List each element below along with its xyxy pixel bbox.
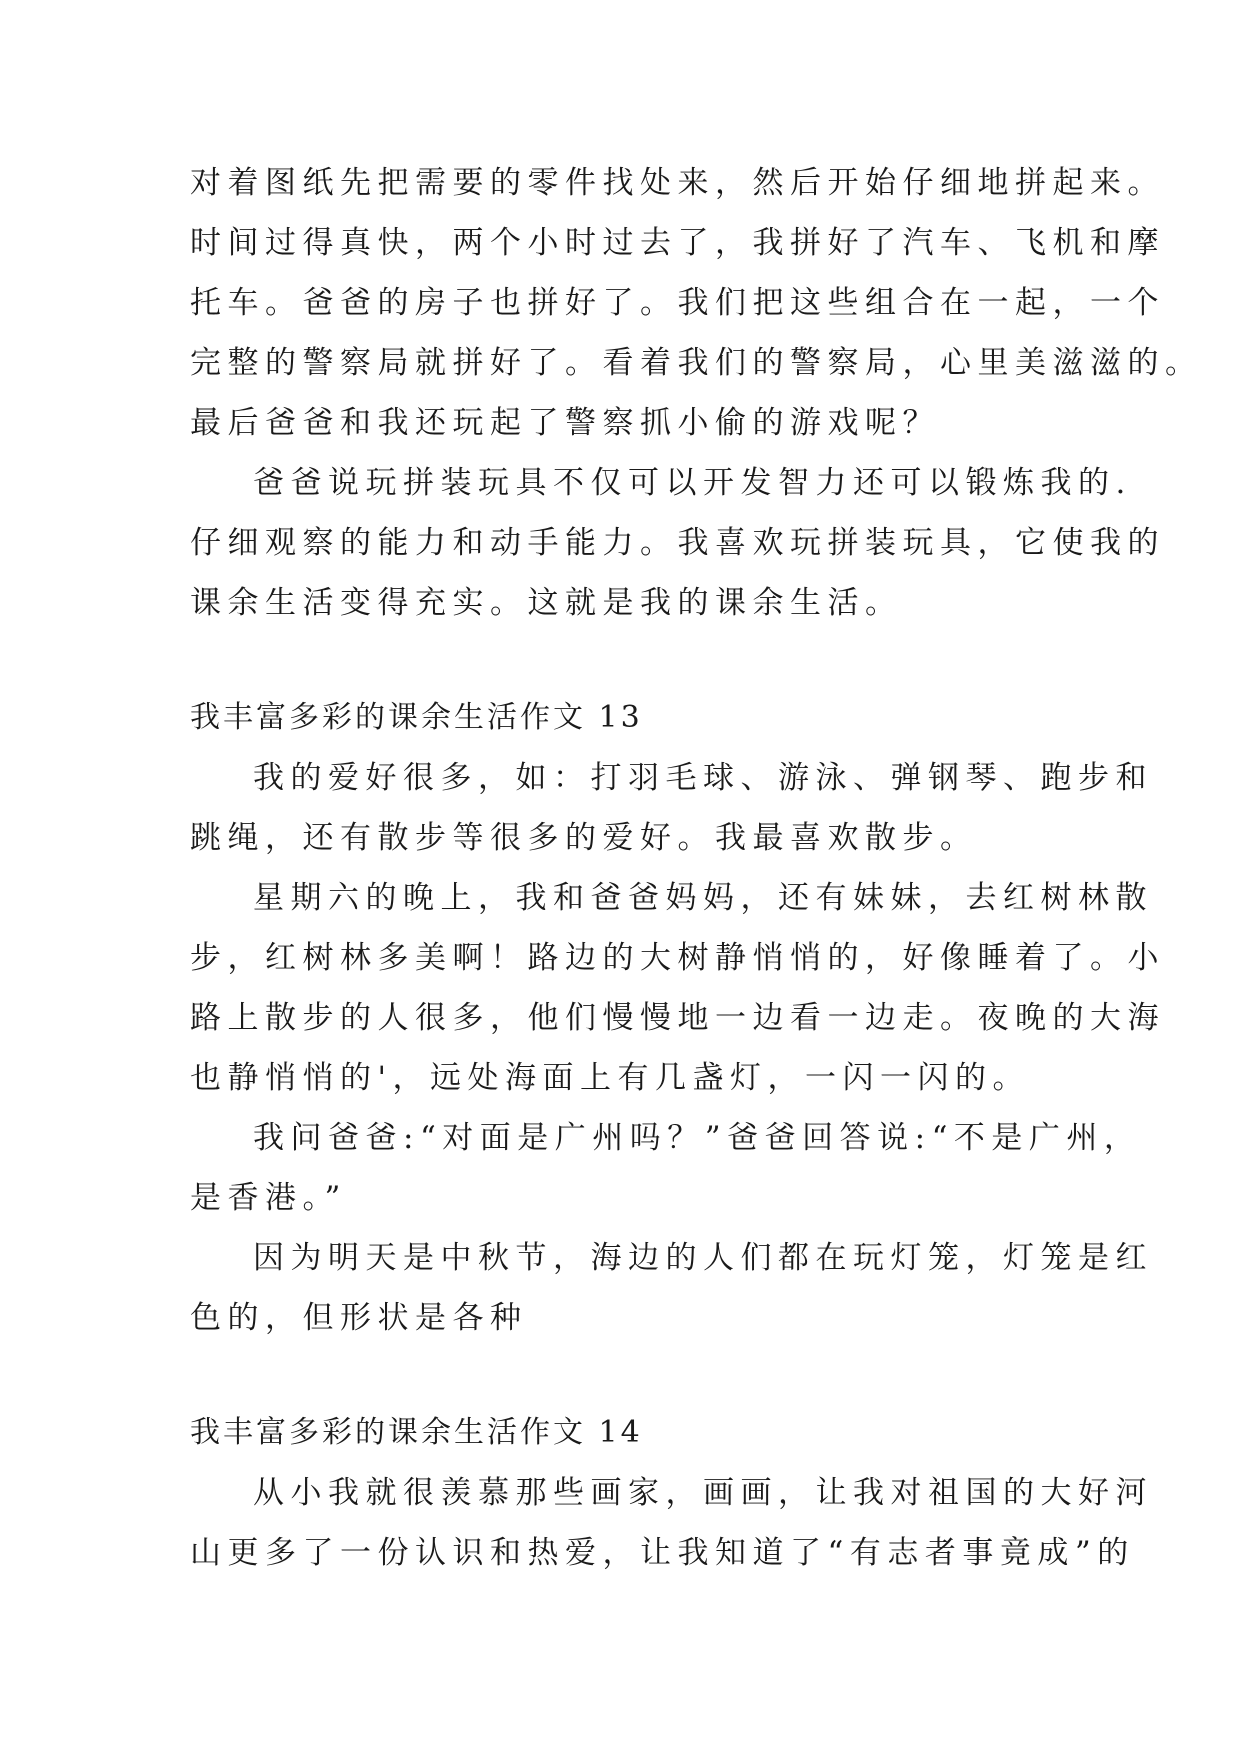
paragraph-line: 时间过得真快，两个小时过去了，我拼好了汽车、飞机和摩 [190, 225, 1165, 261]
section-heading: 我丰富多彩的课余生活作文 13 [190, 700, 643, 735]
paragraph-line: 路上散步的人很多，他们慢慢地一边看一边走。夜晚的大海 [190, 1000, 1165, 1036]
paragraph-line: 因为明天是中秋节，海边的人们都在玩灯笼，灯笼是红 [253, 1240, 1153, 1276]
paragraph-line: 色的，但形状是各种 [190, 1300, 528, 1336]
paragraph-line: 跳绳，还有散步等很多的爱好。我最喜欢散步。 [190, 820, 978, 856]
paragraph-line: 也静悄悄的'，远处海面上有几盏灯，一闪一闪的。 [190, 1060, 1031, 1096]
paragraph-line: 托车。爸爸的房子也拼好了。我们把这些组合在一起，一个 [190, 285, 1165, 321]
paragraph-line: 山更多了一份认识和热爱，让我知道了“有志者事竟成”的 [190, 1535, 1135, 1571]
paragraph-line: 我问爸爸:“对面是广州吗？”爸爸回答说:“不是广州， [253, 1120, 1142, 1156]
paragraph-line: 仔细观察的能力和动手能力。我喜欢玩拼装玩具，它使我的 [190, 525, 1165, 561]
paragraph-line: 完整的警察局就拼好了。看着我们的警察局，心里美滋滋的。 [190, 345, 1203, 381]
paragraph-line: 课余生活变得充实。这就是我的课余生活。 [190, 585, 903, 621]
paragraph-line: 星期六的晚上，我和爸爸妈妈，还有妹妹，去红树林散 [253, 880, 1153, 916]
paragraph-line: 是香港。” [190, 1180, 347, 1216]
paragraph-line: 爸爸说玩拼装玩具不仅可以开发智力还可以锻炼我的. [253, 465, 1132, 501]
paragraph-line: 对着图纸先把需要的零件找处来，然后开始仔细地拼起来。 [190, 165, 1165, 201]
paragraph-line: 步，红树林多美啊！路边的大树静悄悄的，好像睡着了。小 [190, 940, 1165, 976]
paragraph-line: 从小我就很羡慕那些画家，画画，让我对祖国的大好河 [253, 1475, 1153, 1511]
paragraph-line: 我的爱好很多，如：打羽毛球、游泳、弹钢琴、跑步和 [253, 760, 1153, 796]
paragraph-line: 最后爸爸和我还玩起了警察抓小偷的游戏呢？ [190, 405, 940, 441]
section-heading: 我丰富多彩的课余生活作文 14 [190, 1415, 643, 1450]
